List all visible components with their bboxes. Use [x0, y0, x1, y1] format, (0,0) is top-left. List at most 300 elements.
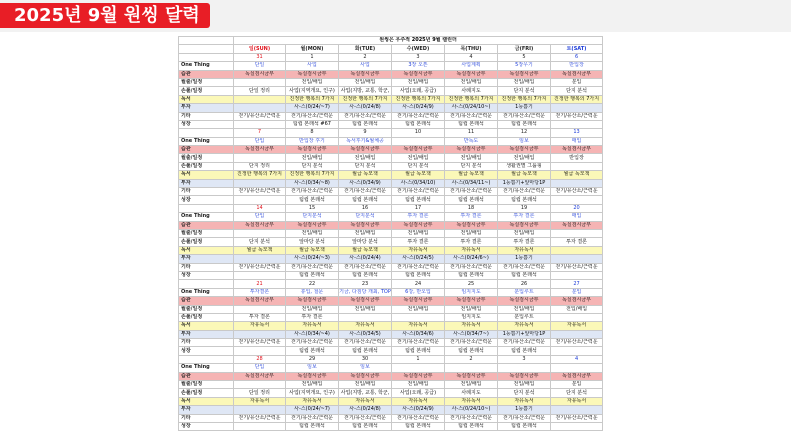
- cell-result[interactable]: 팀립 본래석: [339, 422, 392, 430]
- cell-read[interactable]: 진정한 행복의 7가지: [498, 95, 551, 103]
- cell-result[interactable]: 팀립 본래석: [392, 196, 445, 204]
- cell-etc[interactable]: 걷기/유산소/근력운: [551, 263, 603, 271]
- cell-study[interactable]: 독실검시금부: [551, 221, 603, 229]
- cell-exam[interactable]: 전입/배입: [392, 381, 445, 389]
- cell-result[interactable]: [551, 422, 603, 430]
- cell-result[interactable]: [234, 120, 286, 128]
- cell-etc[interactable]: 걷기/유산소/근력운: [445, 339, 498, 347]
- cell-step[interactable]: [234, 330, 286, 338]
- date-cell[interactable]: 5: [498, 53, 551, 61]
- date-cell[interactable]: 19: [498, 204, 551, 212]
- cell-etc[interactable]: 걷기/유산소/근력운: [551, 339, 603, 347]
- cell-read[interactable]: 진정한 행복의 7가지: [392, 95, 445, 103]
- cell-read[interactable]: 자유독서: [498, 397, 551, 405]
- cell-study[interactable]: 독실검시금부: [286, 146, 339, 154]
- cell-study[interactable]: 독실검시금부: [551, 70, 603, 78]
- cell-etc[interactable]: 걷기/유산소/근력운: [445, 112, 498, 120]
- cell-onething[interactable]: [551, 364, 603, 372]
- cell-review[interactable]: 사업(오래, 공급): [392, 389, 445, 397]
- cell-read[interactable]: 자유독서: [551, 397, 603, 405]
- cell-step[interactable]: [551, 104, 603, 112]
- cell-step[interactable]: 1등쁨기: [498, 104, 551, 112]
- cell-etc[interactable]: 걷기/유산소/근력운: [392, 188, 445, 196]
- cell-result[interactable]: 팀립 본래석: [498, 271, 551, 279]
- cell-study[interactable]: 독실검시금부: [551, 146, 603, 154]
- cell-exam[interactable]: [234, 305, 286, 313]
- cell-read[interactable]: 자유독서: [286, 397, 339, 405]
- cell-exam[interactable]: 전입/배입: [339, 229, 392, 237]
- cell-onething[interactable]: 임지지도: [445, 288, 498, 296]
- cell-study[interactable]: 독실검시금부: [498, 70, 551, 78]
- cell-onething[interactable]: 투자 결론: [392, 213, 445, 221]
- cell-review[interactable]: 분입루트: [498, 313, 551, 321]
- cell-step[interactable]: [234, 179, 286, 187]
- cell-onething[interactable]: [392, 364, 445, 372]
- date-cell[interactable]: 18: [445, 204, 498, 212]
- date-cell[interactable]: 6: [551, 53, 603, 61]
- cell-step[interactable]: [234, 255, 286, 263]
- cell-etc[interactable]: 걷기/유산소/근력운: [234, 339, 286, 347]
- cell-step[interactable]: [234, 104, 286, 112]
- cell-exam[interactable]: 전입/배입: [339, 154, 392, 162]
- cell-etc[interactable]: 걷기/유산소/근력운: [234, 263, 286, 271]
- cell-etc[interactable]: 걷기/유산소/근력운: [498, 263, 551, 271]
- cell-exam[interactable]: 전입/배입: [551, 305, 603, 313]
- cell-step[interactable]: 사-스(0/24/8): [339, 104, 392, 112]
- cell-step[interactable]: 사-스(0/24/4): [339, 255, 392, 263]
- cell-review[interactable]: 단지 분석: [339, 162, 392, 170]
- cell-step[interactable]: 사-스(0/34/7~): [445, 330, 498, 338]
- cell-step[interactable]: [551, 330, 603, 338]
- cell-study[interactable]: 독실검시금부: [392, 372, 445, 380]
- cell-review[interactable]: 단지 분석: [445, 162, 498, 170]
- date-cell[interactable]: 31: [234, 53, 286, 61]
- cell-result[interactable]: 팀립 본래석: [392, 347, 445, 355]
- date-cell[interactable]: 15: [286, 204, 339, 212]
- cell-exam[interactable]: 전입/배입: [339, 381, 392, 389]
- cell-read[interactable]: 자유독서: [445, 397, 498, 405]
- cell-result[interactable]: [234, 347, 286, 355]
- cell-review[interactable]: [551, 313, 603, 321]
- date-cell[interactable]: 24: [392, 280, 445, 288]
- cell-etc[interactable]: 걷기/유산소/근력운: [234, 414, 286, 422]
- cell-exam[interactable]: 전입/배입: [498, 229, 551, 237]
- cell-read[interactable]: 월급 독모책: [551, 171, 603, 179]
- cell-onething[interactable]: 사업계획: [445, 62, 498, 70]
- cell-result[interactable]: [234, 422, 286, 430]
- cell-exam[interactable]: 전입/배입: [339, 78, 392, 86]
- cell-result[interactable]: [551, 196, 603, 204]
- cell-etc[interactable]: 걷기/유산소/근력운: [286, 188, 339, 196]
- cell-onething[interactable]: 임보: [339, 364, 392, 372]
- cell-review[interactable]: 앞마당 분석: [286, 238, 339, 246]
- cell-review[interactable]: 단지 분석: [498, 87, 551, 95]
- cell-study[interactable]: 독실검시금부: [392, 297, 445, 305]
- date-cell[interactable]: 20: [551, 204, 603, 212]
- cell-review[interactable]: 앞마당 분석: [339, 238, 392, 246]
- date-cell[interactable]: 22: [286, 280, 339, 288]
- cell-result[interactable]: 팀립 본래석: [392, 422, 445, 430]
- cell-exam[interactable]: 전입/배입: [392, 229, 445, 237]
- cell-exam[interactable]: 전입/배입: [286, 305, 339, 313]
- cell-exam[interactable]: 전입/배입: [498, 78, 551, 86]
- cell-review[interactable]: 단지 분석: [551, 389, 603, 397]
- cell-etc[interactable]: 걷기/유산소/근력운: [392, 112, 445, 120]
- cell-review[interactable]: 단지 분석: [551, 87, 603, 95]
- cell-step[interactable]: 사-스(0/34/6): [392, 330, 445, 338]
- cell-step[interactable]: [551, 255, 603, 263]
- cell-result[interactable]: [551, 271, 603, 279]
- cell-onething[interactable]: 반입장 후기: [286, 137, 339, 145]
- cell-exam[interactable]: 전입/배입: [498, 154, 551, 162]
- cell-step[interactable]: [551, 406, 603, 414]
- cell-etc[interactable]: 걷기/유산소/근력운: [286, 263, 339, 271]
- date-cell[interactable]: 1: [392, 355, 445, 363]
- cell-read[interactable]: [551, 246, 603, 254]
- date-cell[interactable]: 25: [445, 280, 498, 288]
- date-cell[interactable]: 1: [286, 53, 339, 61]
- cell-exam[interactable]: 전입/배입: [445, 154, 498, 162]
- cell-onething[interactable]: 사업: [339, 62, 392, 70]
- cell-step[interactable]: [551, 179, 603, 187]
- cell-etc[interactable]: 걷기/유산소/근력운: [392, 414, 445, 422]
- cell-study[interactable]: 독실검시금부: [445, 70, 498, 78]
- date-cell[interactable]: 10: [392, 129, 445, 137]
- cell-exam[interactable]: [234, 78, 286, 86]
- cell-study[interactable]: 독실검시금부: [286, 297, 339, 305]
- cell-result[interactable]: 팀립 본래석: [445, 271, 498, 279]
- cell-read[interactable]: 진정한 행복의 7가지: [286, 171, 339, 179]
- cell-read[interactable]: [234, 95, 286, 103]
- cell-review[interactable]: [551, 162, 603, 170]
- cell-review[interactable]: 단지 분석: [234, 238, 286, 246]
- cell-onething[interactable]: 반입장: [551, 62, 603, 70]
- cell-exam[interactable]: 전입/배입: [445, 305, 498, 313]
- cell-result[interactable]: 팀립 본래석: [498, 422, 551, 430]
- cell-etc[interactable]: 걷기/유산소/근력운: [339, 414, 392, 422]
- cell-step[interactable]: 사-스(0/34/~8): [286, 179, 339, 187]
- cell-step[interactable]: 사-스(0/34/5): [339, 330, 392, 338]
- date-cell[interactable]: 4: [551, 355, 603, 363]
- cell-etc[interactable]: 걷기/유산소/근력운: [498, 414, 551, 422]
- date-cell[interactable]: 30: [339, 355, 392, 363]
- cell-onething[interactable]: 독서후기&월체공: [339, 137, 392, 145]
- cell-study[interactable]: 독실검시금부: [551, 297, 603, 305]
- cell-review[interactable]: 투자 결론: [234, 313, 286, 321]
- date-cell[interactable]: 14: [234, 204, 286, 212]
- cell-review[interactable]: 투자 결론: [551, 238, 603, 246]
- cell-review[interactable]: 투자 결론: [498, 238, 551, 246]
- cell-exam[interactable]: 반입장: [551, 154, 603, 162]
- cell-study[interactable]: 독실검시금부: [234, 221, 286, 229]
- cell-read[interactable]: 자유독서: [339, 322, 392, 330]
- cell-review[interactable]: 단지 분석: [286, 162, 339, 170]
- cell-result[interactable]: 팀립 본래석: [445, 347, 498, 355]
- cell-exam[interactable]: 전입/배입: [286, 154, 339, 162]
- cell-review[interactable]: 임지지도: [445, 313, 498, 321]
- cell-etc[interactable]: 걷기/유산소/근력운: [551, 188, 603, 196]
- cell-review[interactable]: 단지 정리: [234, 162, 286, 170]
- cell-etc[interactable]: 걷기/유산소/근력운: [551, 112, 603, 120]
- cell-exam[interactable]: 전입/배입: [498, 381, 551, 389]
- cell-step[interactable]: 사-스(0/24/8): [339, 406, 392, 414]
- cell-etc[interactable]: 걷기/유산소/근력운: [286, 339, 339, 347]
- cell-etc[interactable]: 걷기/유산소/근력운: [445, 414, 498, 422]
- cell-result[interactable]: [551, 347, 603, 355]
- cell-read[interactable]: 자유독서: [392, 246, 445, 254]
- cell-study[interactable]: 독실검시금부: [234, 70, 286, 78]
- cell-read[interactable]: 자유독서: [392, 397, 445, 405]
- cell-read[interactable]: 진정한 행복의 7가지: [286, 95, 339, 103]
- cell-read[interactable]: 자유독서: [498, 322, 551, 330]
- cell-etc[interactable]: 걷기/유산소/근력운: [339, 339, 392, 347]
- cell-read[interactable]: 월급 독모책: [286, 246, 339, 254]
- cell-step[interactable]: 1등쁨기: [498, 406, 551, 414]
- cell-onething[interactable]: [498, 364, 551, 372]
- cell-onething[interactable]: 매입: [551, 137, 603, 145]
- date-cell[interactable]: 12: [498, 129, 551, 137]
- cell-step[interactable]: 사-스(0/24/6~): [445, 255, 498, 263]
- cell-etc[interactable]: 걷기/유산소/근력운: [551, 414, 603, 422]
- cell-exam[interactable]: [551, 229, 603, 237]
- cell-result[interactable]: 팀립 본래석: [498, 120, 551, 128]
- cell-etc[interactable]: 걷기/유산소/근력운: [234, 112, 286, 120]
- cell-etc[interactable]: 걷기/유산소/근력운: [445, 263, 498, 271]
- date-cell[interactable]: 2: [339, 53, 392, 61]
- cell-result[interactable]: 팀립 본래석: [498, 196, 551, 204]
- cell-onething[interactable]: 단지분석: [286, 213, 339, 221]
- date-cell[interactable]: 23: [339, 280, 392, 288]
- cell-etc[interactable]: 걷기/유산소/근력운: [234, 188, 286, 196]
- cell-result[interactable]: [551, 120, 603, 128]
- cell-onething[interactable]: 휴입, 철문: [286, 288, 339, 296]
- cell-read[interactable]: 월급 독모책: [339, 171, 392, 179]
- cell-result[interactable]: 팀립 본래석: [286, 196, 339, 204]
- cell-review[interactable]: 사업(지역개요, 인구): [286, 389, 339, 397]
- cell-onething[interactable]: 6강, 반오입: [392, 288, 445, 296]
- cell-exam[interactable]: [234, 381, 286, 389]
- cell-read[interactable]: 자유독서: [286, 322, 339, 330]
- cell-study[interactable]: 독실검시금부: [286, 70, 339, 78]
- cell-read[interactable]: 월급 독모책: [392, 171, 445, 179]
- cell-result[interactable]: 팀립 본래석: [339, 347, 392, 355]
- cell-exam[interactable]: 전입/배입: [445, 381, 498, 389]
- cell-onething[interactable]: 투자 결론: [445, 213, 498, 221]
- date-cell[interactable]: 26: [498, 280, 551, 288]
- cell-result[interactable]: 팀립 본래석: [392, 120, 445, 128]
- cell-result[interactable]: 팀립 본래석 #67: [286, 120, 339, 128]
- cell-exam[interactable]: 전입/배입: [339, 305, 392, 313]
- cell-step[interactable]: 사-스(0/24/10~): [445, 406, 498, 414]
- cell-exam[interactable]: 분입: [551, 78, 603, 86]
- cell-result[interactable]: 팀립 본래석: [392, 271, 445, 279]
- cell-study[interactable]: 독실검시금부: [498, 297, 551, 305]
- date-cell[interactable]: 7: [234, 129, 286, 137]
- cell-result[interactable]: 팀립 본래석: [339, 271, 392, 279]
- cell-onething[interactable]: 기금, 다짐당 개최, TOP: [339, 288, 391, 295]
- cell-exam[interactable]: 전입/배입: [392, 154, 445, 162]
- cell-review[interactable]: 투자 결론: [286, 313, 339, 321]
- cell-exam[interactable]: 전입/배입: [286, 381, 339, 389]
- cell-step[interactable]: 사-스(0/24/9): [392, 104, 445, 112]
- cell-onething[interactable]: 분입루트: [498, 288, 551, 296]
- cell-exam[interactable]: 전입/배입: [286, 78, 339, 86]
- cell-read[interactable]: 월급 독모책: [234, 246, 286, 254]
- cell-review[interactable]: [339, 313, 392, 321]
- cell-step[interactable]: 사-스(0/24/5): [392, 255, 445, 263]
- cell-read[interactable]: 자유독서: [551, 322, 603, 330]
- cell-read[interactable]: 진정한 행복의 7가지: [234, 171, 286, 179]
- cell-step[interactable]: 사-스(0/34/10): [392, 179, 445, 187]
- cell-onething[interactable]: 단입: [234, 137, 286, 145]
- cell-review[interactable]: 단일 정리: [234, 389, 286, 397]
- cell-review[interactable]: 사업(지방, 교통, 학군,: [339, 87, 392, 95]
- cell-review[interactable]: 사업(지방, 교통, 학군,: [339, 389, 392, 397]
- cell-read[interactable]: 자유독서: [392, 322, 445, 330]
- cell-result[interactable]: 팀립 본래석: [286, 347, 339, 355]
- cell-study[interactable]: 독실검시금부: [392, 70, 445, 78]
- cell-onething[interactable]: [392, 137, 445, 145]
- cell-onething[interactable]: 임보: [286, 364, 339, 372]
- cell-study[interactable]: 독실검시금부: [234, 146, 286, 154]
- cell-onething[interactable]: 분입: [551, 288, 603, 296]
- cell-onething[interactable]: 단입: [234, 364, 286, 372]
- cell-step[interactable]: [234, 406, 286, 414]
- cell-step[interactable]: 사-스(0/34/~4): [286, 330, 339, 338]
- date-cell[interactable]: 3: [498, 355, 551, 363]
- cell-review[interactable]: 단지 분석: [392, 162, 445, 170]
- cell-etc[interactable]: 걷기/유산소/근력운: [286, 414, 339, 422]
- cell-exam[interactable]: 분입: [551, 381, 603, 389]
- cell-etc[interactable]: 걷기/유산소/근력운: [286, 112, 339, 120]
- cell-etc[interactable]: 걷기/유산소/근력운: [392, 339, 445, 347]
- cell-read[interactable]: 자유독서: [339, 397, 392, 405]
- cell-onething[interactable]: 단일: [234, 62, 286, 70]
- cell-review[interactable]: [392, 313, 445, 321]
- cell-read[interactable]: 자유독서: [445, 246, 498, 254]
- cell-onething[interactable]: 매입: [551, 213, 603, 221]
- date-cell[interactable]: 11: [445, 129, 498, 137]
- cell-study[interactable]: 독실검시금부: [339, 297, 392, 305]
- cell-study[interactable]: 독실검시금부: [234, 372, 286, 380]
- cell-review[interactable]: 사례지도: [445, 87, 498, 95]
- cell-review[interactable]: 사례지도: [445, 389, 498, 397]
- date-cell[interactable]: 27: [551, 280, 603, 288]
- cell-result[interactable]: 팀립 본래석: [445, 422, 498, 430]
- cell-read[interactable]: 자유독서: [234, 397, 286, 405]
- date-cell[interactable]: 8: [286, 129, 339, 137]
- cell-review[interactable]: 투자 결론: [445, 238, 498, 246]
- cell-review[interactable]: 단지 분석: [498, 389, 551, 397]
- cell-study[interactable]: 독실검시금부: [339, 146, 392, 154]
- cell-etc[interactable]: 걷기/유산소/근력운: [392, 263, 445, 271]
- date-cell[interactable]: 3: [392, 53, 445, 61]
- cell-exam[interactable]: 전입/배입: [286, 229, 339, 237]
- cell-read[interactable]: 자유독서: [498, 246, 551, 254]
- cell-study[interactable]: 독실검시금부: [392, 146, 445, 154]
- cell-study[interactable]: 독실검시금부: [286, 372, 339, 380]
- cell-step[interactable]: 사-스(0/24/~3): [286, 255, 339, 263]
- date-cell[interactable]: 9: [339, 129, 392, 137]
- cell-result[interactable]: 팀립 본래석: [445, 196, 498, 204]
- cell-result[interactable]: 팀립 본래석: [339, 196, 392, 204]
- cell-read[interactable]: 진정한 행복의 7가지: [551, 95, 603, 103]
- cell-etc[interactable]: 걷기/유산소/근력운: [339, 263, 392, 271]
- date-cell[interactable]: 29: [286, 355, 339, 363]
- cell-read[interactable]: 월급 독모책: [445, 171, 498, 179]
- cell-onething[interactable]: 사업: [286, 62, 339, 70]
- cell-study[interactable]: 독실검시금부: [339, 70, 392, 78]
- cell-study[interactable]: 독실검시금부: [392, 221, 445, 229]
- cell-onething[interactable]: 단지분석: [339, 213, 392, 221]
- cell-step[interactable]: 1등쁨기: [498, 255, 551, 263]
- cell-result[interactable]: 팀립 본래석: [445, 120, 498, 128]
- cell-study[interactable]: 독실검시금부: [339, 372, 392, 380]
- cell-review[interactable]: 단일 정리: [234, 87, 286, 95]
- cell-study[interactable]: 독실검시금부: [445, 146, 498, 154]
- date-cell[interactable]: 17: [392, 204, 445, 212]
- cell-etc[interactable]: 걷기/유산소/근력운: [339, 112, 392, 120]
- cell-result[interactable]: 팀립 본래석: [339, 120, 392, 128]
- cell-result[interactable]: [234, 196, 286, 204]
- cell-exam[interactable]: 전입/배입: [445, 229, 498, 237]
- cell-step[interactable]: 사-스(0/24/~7): [286, 406, 339, 414]
- cell-read[interactable]: 진정한 행복의 7가지: [339, 95, 392, 103]
- cell-result[interactable]: 팀립 본래석: [286, 422, 339, 430]
- cell-study[interactable]: 독실검시금부: [498, 146, 551, 154]
- cell-read[interactable]: 자유독서: [445, 322, 498, 330]
- cell-step[interactable]: 사-스(0/24/9): [392, 406, 445, 414]
- cell-exam[interactable]: [234, 154, 286, 162]
- cell-study[interactable]: 독실검시금부: [445, 372, 498, 380]
- cell-read[interactable]: 월급 독모책: [339, 246, 392, 254]
- cell-study[interactable]: 독실검시금부: [498, 221, 551, 229]
- cell-etc[interactable]: 걷기/유산소/근력운: [339, 188, 392, 196]
- cell-exam[interactable]: 전입/배입: [498, 305, 551, 313]
- cell-onething[interactable]: 3장 오픈: [392, 62, 445, 70]
- cell-review[interactable]: 사업(오래, 공급): [392, 87, 445, 95]
- cell-read[interactable]: 월급 독모책: [498, 171, 551, 179]
- cell-step[interactable]: 1등쁨기+앞마당1P: [498, 330, 551, 338]
- cell-read[interactable]: 진정한 행복의 7가지: [445, 95, 498, 103]
- cell-etc[interactable]: 걷기/유산소/근력운: [498, 112, 551, 120]
- cell-onething[interactable]: 5장우기: [498, 62, 551, 70]
- cell-onething[interactable]: 투자 결론: [498, 213, 551, 221]
- cell-study[interactable]: 독실검시금부: [234, 297, 286, 305]
- cell-review[interactable]: 투자 결론: [392, 238, 445, 246]
- cell-read[interactable]: 자유독서: [234, 322, 286, 330]
- cell-step[interactable]: 사-스(0/34/9): [339, 179, 392, 187]
- cell-exam[interactable]: 전입/배입: [445, 78, 498, 86]
- cell-result[interactable]: 팀립 본래석: [286, 271, 339, 279]
- cell-study[interactable]: 독실검시금부: [498, 372, 551, 380]
- cell-study[interactable]: 독실검시금부: [339, 221, 392, 229]
- cell-step[interactable]: 사-스(0/24/10~): [445, 104, 498, 112]
- cell-onething[interactable]: [445, 364, 498, 372]
- cell-onething[interactable]: 반독도: [445, 137, 498, 145]
- date-cell[interactable]: 16: [339, 204, 392, 212]
- cell-onething[interactable]: 투자결론: [234, 288, 286, 296]
- date-cell[interactable]: 4: [445, 53, 498, 61]
- cell-result[interactable]: 팀립 본래석: [498, 347, 551, 355]
- cell-exam[interactable]: 전입/배입: [392, 78, 445, 86]
- cell-onething[interactable]: 단입: [234, 213, 286, 221]
- cell-exam[interactable]: [234, 229, 286, 237]
- date-cell[interactable]: 2: [445, 355, 498, 363]
- cell-review[interactable]: 생활권별 그룹핑: [498, 162, 551, 170]
- cell-exam[interactable]: 전입/배입: [392, 305, 445, 313]
- cell-result[interactable]: [234, 271, 286, 279]
